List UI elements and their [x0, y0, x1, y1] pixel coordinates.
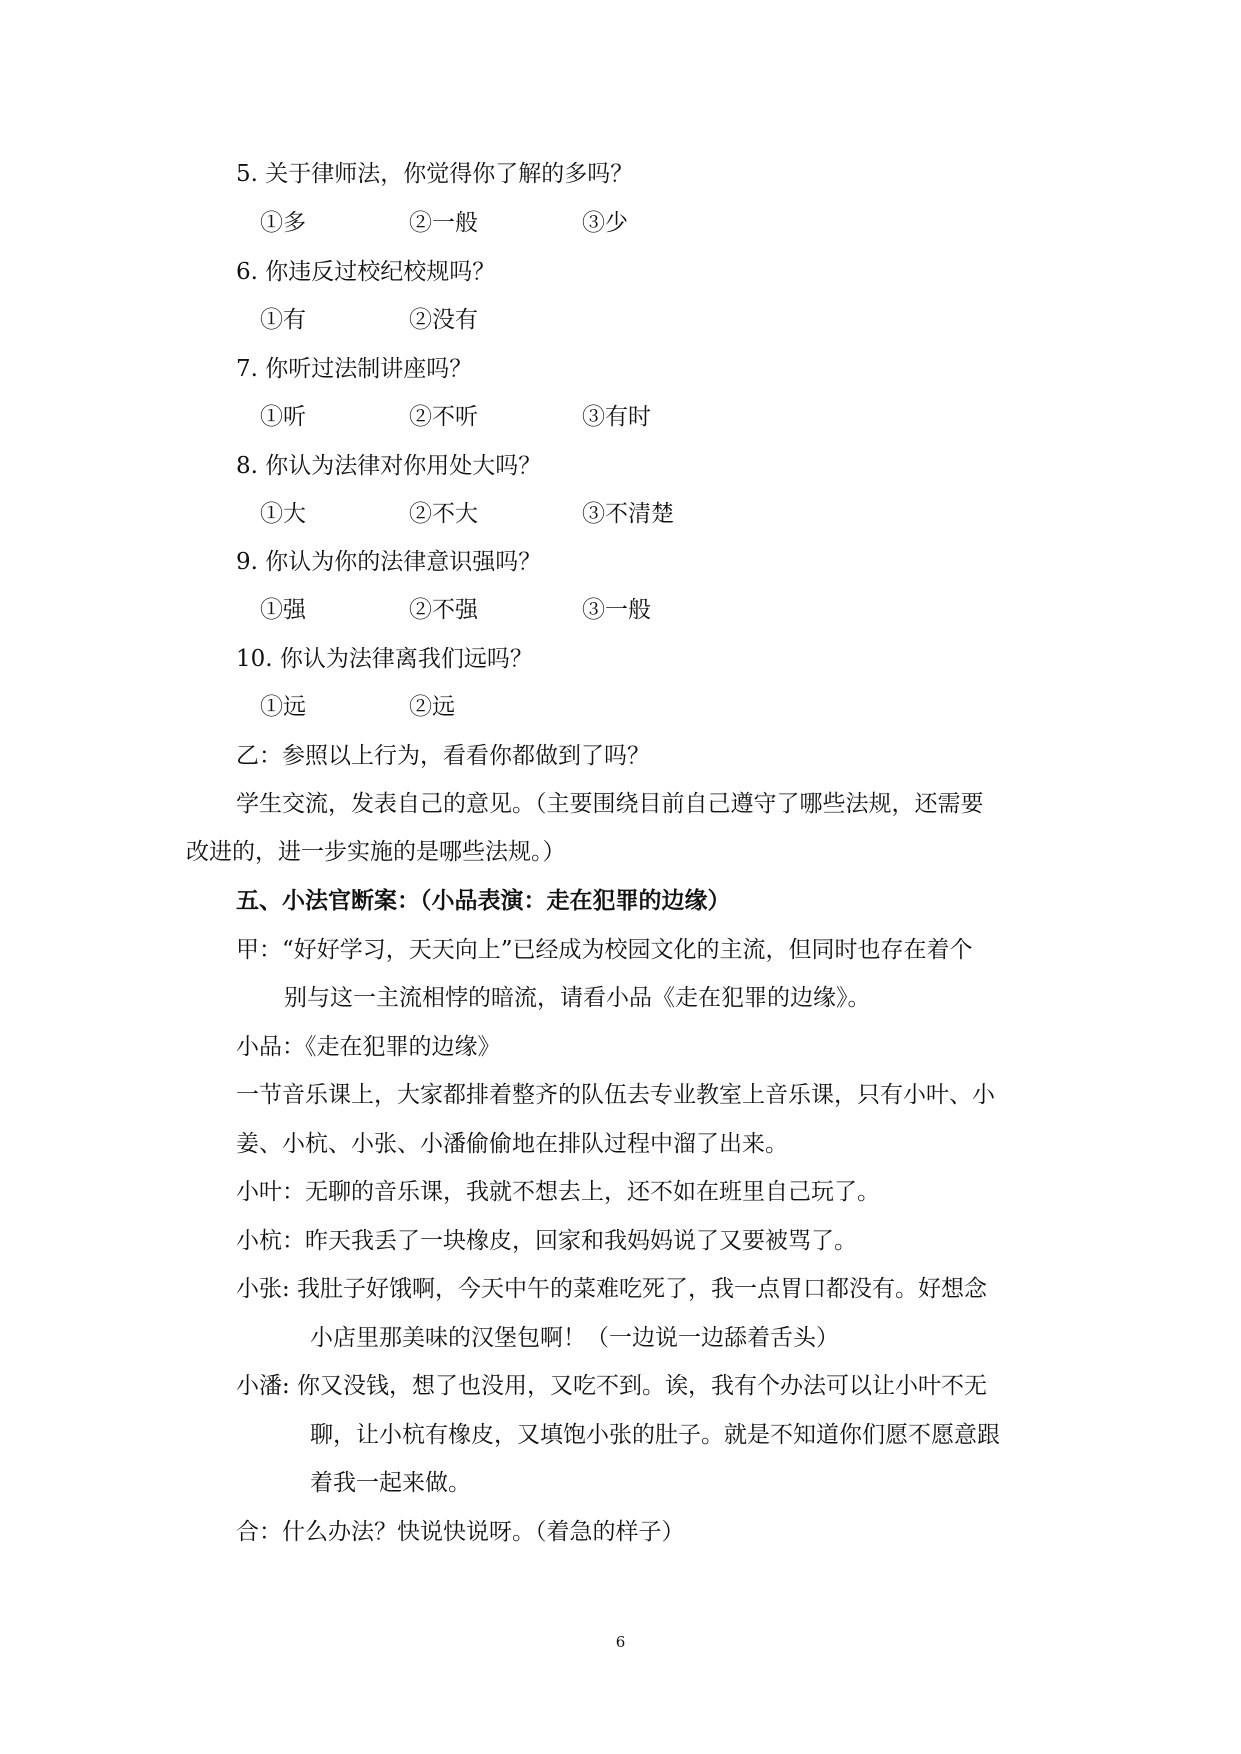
option-7-3: ③有时	[582, 404, 651, 430]
option-9-2: ②不强	[409, 597, 478, 623]
option-5-1: ①多	[260, 210, 306, 236]
question-6: 6. 你违反过校纪校规吗？	[236, 259, 496, 285]
option-5-2: ②一般	[409, 210, 478, 236]
option-9-1: ①强	[260, 597, 306, 623]
yi-line: 乙：参照以上行为，看看你都做到了吗？	[236, 743, 650, 769]
option-6-2: ②没有	[409, 307, 478, 333]
pan-line-1: 小潘: 你又没钱，想了也没用，又吃不到。诶，我有个办法可以让小叶不无	[236, 1373, 988, 1399]
option-9-3: ③一般	[582, 597, 651, 623]
zhang-line-1: 小张: 我肚子好饿啊，今天中午的菜难吃死了，我一点胃口都没有。好想念	[236, 1276, 988, 1302]
option-5-3: ③少	[582, 210, 628, 236]
he-line: 合：什么办法？快说快说呀。（着急的样子）	[236, 1519, 685, 1545]
section-title: 五、小法官断案：（小品表演：走在犯罪的边缘）	[236, 887, 731, 914]
jia-line-2: 别与这一主流相悖的暗流，请看小品《走在犯罪的边缘》。	[284, 985, 871, 1011]
skit-title: 小品：《走在犯罪的边缘》	[236, 1034, 501, 1060]
option-8-1: ①大	[260, 501, 306, 527]
ye-line: 小叶：无聊的音乐课，我就不想去上，还不如在班里自己玩了。	[236, 1179, 880, 1205]
option-10-2: ②远	[409, 694, 455, 720]
option-6-1: ①有	[260, 307, 306, 333]
jia-line-1: 甲：“好好学习，天天向上”已经成为校园文化的主流，但同时也存在着个	[236, 937, 973, 963]
pan-line-3: 着我一起来做。	[310, 1470, 471, 1496]
question-10: 10. 你认为法律离我们远吗？	[236, 646, 533, 672]
exchange-line-2: 改进的，进一步实施的是哪些法规。）	[186, 839, 566, 865]
option-8-2: ②不大	[409, 501, 478, 527]
hang-line: 小杭：昨天我丢了一块橡皮，回家和我妈妈说了又要被骂了。	[236, 1228, 857, 1254]
question-7: 7. 你听过法制讲座吗？	[236, 356, 473, 382]
question-8: 8. 你认为法律对你用处大吗？	[236, 453, 542, 479]
pan-line-2: 聊，让小杭有橡皮，又填饱小张的肚子。就是不知道你们愿不愿意跟	[310, 1422, 1000, 1448]
question-5: 5. 关于律师法，你觉得你了解的多吗？	[236, 161, 634, 187]
question-9: 9. 你认为你的法律意识强吗？	[236, 549, 542, 575]
narration-line-2: 姜、小杭、小张、小潘偷偷地在排队过程中溜了出来。	[236, 1131, 788, 1157]
exchange-line-1: 学生交流，发表自己的意见。（主要围绕目前自己遵守了哪些法规，还需要	[236, 791, 984, 817]
option-8-3: ③不清楚	[582, 501, 674, 527]
option-10-1: ①远	[260, 694, 306, 720]
zhang-line-2: 小店里那美味的汉堡包啊！（一边说一边舔着舌头）	[310, 1325, 839, 1351]
narration-line-1: 一节音乐课上，大家都排着整齐的队伍去专业教室上音乐课，只有小叶、小	[236, 1082, 995, 1108]
page-number: 6	[615, 1633, 626, 1651]
option-7-1: ①听	[260, 404, 306, 430]
option-7-2: ②不听	[409, 404, 478, 430]
